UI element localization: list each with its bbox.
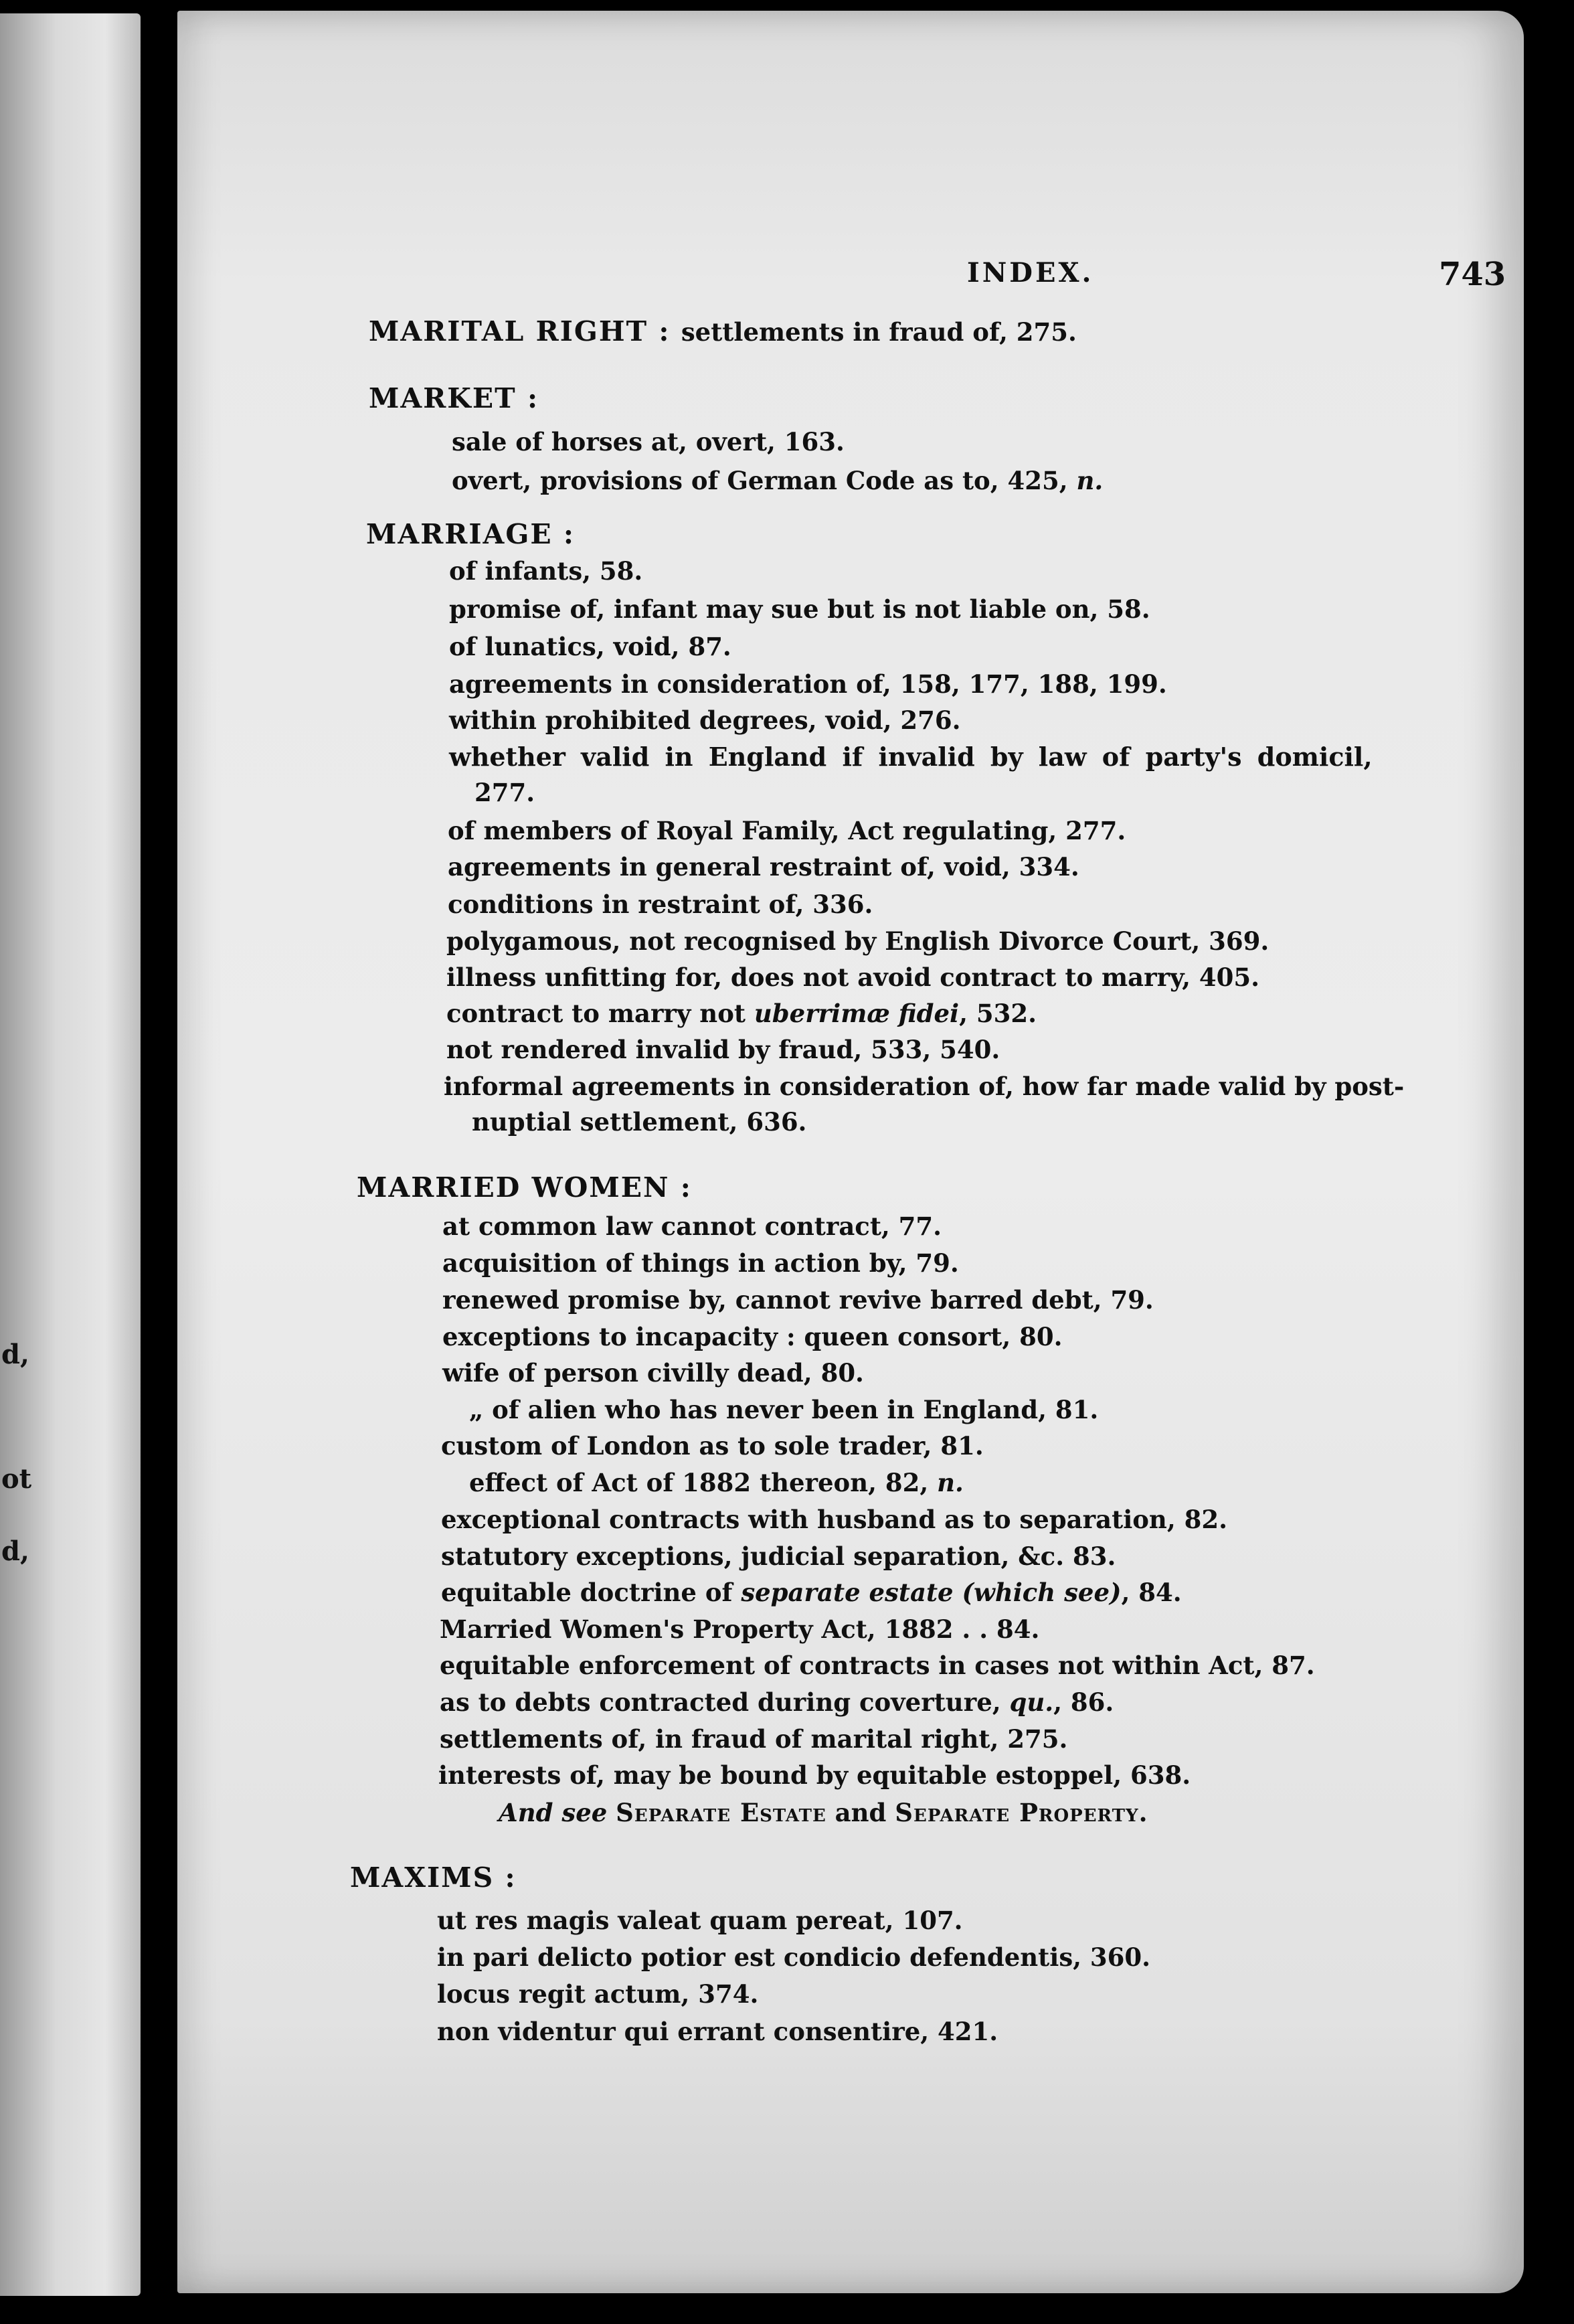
index-subentry: informal agreements in consideration of, how far made valid by post- <box>444 1072 1405 1101</box>
subentry-note: n. <box>937 1468 964 1497</box>
index-subentry: conditions in restraint of, 336. <box>448 890 873 919</box>
entry-heading: MARITAL RIGHT : <box>369 315 671 347</box>
index-entries <box>177 11 1524 2293</box>
index-subentry: exceptions to incapacity : queen consort, 80. <box>442 1322 1063 1351</box>
subentry-text: , 84. <box>1121 1578 1182 1607</box>
index-subentry: agreements in general restraint of, void, 334. <box>448 852 1079 882</box>
index-subentry: non videntur qui errant consentire, 421. <box>437 2017 998 2046</box>
index-subentry: interests of, may be bound by equitable estoppel, 638. <box>438 1760 1191 1790</box>
index-subentry: acquisition of things in action by, 79. <box>442 1248 959 1278</box>
index-subentry: renewed promise by, cannot revive barred debt, 79. <box>442 1285 1154 1315</box>
subentry-text: overt, provisions of German Code as to, 425, <box>452 466 1077 495</box>
entry-text: settlements in fraud of, 275. <box>681 317 1077 347</box>
index-subentry: not rendered invalid by fraud, 533, 540. <box>446 1035 1000 1064</box>
index-subentry-continuation: 277. <box>474 778 535 807</box>
index-subentry: agreements in consideration of, 158, 177, 188, 199. <box>449 669 1167 699</box>
index-entry-marital-right <box>369 315 1077 347</box>
index-subentry: whether valid in England if invalid by law of party's domicil, <box>449 742 1373 772</box>
subentry-italic-term: uberrimæ fidei <box>754 999 960 1028</box>
index-subentry: polygamous, not recognised by English Divorce Court, 369. <box>446 926 1270 956</box>
left-page-fragment: ot <box>1 1463 32 1495</box>
index-subentry: illness unfitting for, does not avoid contract to marry, 405. <box>446 963 1259 992</box>
index-subentry <box>440 1687 1114 1717</box>
index-subentry: equitable enforcement of contracts in cases not within Act, 87. <box>440 1651 1315 1680</box>
index-subentry: ut res magis valeat quam pereat, 107. <box>437 1906 963 1935</box>
index-subentry: of infants, 58. <box>449 556 643 586</box>
index-subentry <box>446 999 1037 1028</box>
subentry-note: n. <box>1076 466 1104 495</box>
subentry-text: contract to marry not <box>446 999 754 1028</box>
index-subentry: of lunatics, void, 87. <box>449 632 731 661</box>
subentry-text: , 86. <box>1053 1687 1114 1717</box>
entry-heading-market: MARKET : <box>369 382 539 414</box>
left-page-fragment: d, <box>1 1536 29 1567</box>
index-subentry: locus regit actum, 374. <box>437 1979 759 2009</box>
index-subentry <box>469 1468 964 1497</box>
subentry-text: effect of Act of 1882 thereon, 82, <box>469 1468 938 1497</box>
index-subentry-ditto: „ of alien who has never been in England, 81. <box>469 1395 1099 1424</box>
index-subentry: Married Women's Property Act, 1882 . . 84. <box>440 1614 1040 1644</box>
index-subentry: of members of Royal Family, Act regulating, 277. <box>448 816 1126 845</box>
see-also-target: Separate Property. <box>895 1798 1148 1827</box>
index-subentry: statutory exceptions, judicial separation, &c. 83. <box>441 1542 1116 1571</box>
subentry-text: as to debts contracted during coverture, <box>440 1687 1010 1717</box>
see-also-reference <box>499 1798 1148 1827</box>
index-page <box>177 11 1524 2293</box>
index-subentry: within prohibited degrees, void, 276. <box>449 706 961 735</box>
index-subentry: promise of, infant may sue but is not liable on, 58. <box>449 594 1150 624</box>
index-subentry: custom of London as to sole trader, 81. <box>441 1431 984 1461</box>
index-subentry: settlements of, in fraud of marital right, 275. <box>440 1724 1068 1754</box>
running-head: INDEX. <box>967 257 1094 288</box>
index-subentry: at common law cannot contract, 77. <box>442 1212 942 1241</box>
entry-heading-maxims: MAXIMS : <box>350 1861 517 1894</box>
subentry-italic-term: qu. <box>1009 1687 1054 1717</box>
entry-heading-marriage: MARRIAGE : <box>366 518 576 550</box>
subentry-text: , 532. <box>959 999 1037 1028</box>
subentry-italic-term: separate estate (which see) <box>741 1578 1122 1607</box>
index-subentry-continuation: nuptial settlement, 636. <box>472 1107 807 1137</box>
see-also-joiner: and <box>826 1798 895 1827</box>
index-subentry: exceptional contracts with husband as to separation, 82. <box>441 1505 1227 1534</box>
index-subentry <box>441 1578 1182 1607</box>
previous-page-edge <box>0 13 141 2296</box>
index-subentry: sale of horses at, overt, 163. <box>452 427 845 456</box>
index-subentry <box>452 466 1103 495</box>
page-number: 743 <box>1439 256 1506 293</box>
left-page-fragment: d, <box>1 1339 29 1370</box>
see-also-target: Separate Estate <box>616 1798 826 1827</box>
index-subentry: in pari delicto potior est condicio defendentis, 360. <box>437 1942 1151 1972</box>
index-subentry: wife of person civilly dead, 80. <box>442 1358 864 1388</box>
subentry-text: equitable doctrine of <box>441 1578 741 1607</box>
see-also-label: And see <box>499 1798 608 1827</box>
entry-heading-married-women: MARRIED WOMEN : <box>357 1171 692 1204</box>
